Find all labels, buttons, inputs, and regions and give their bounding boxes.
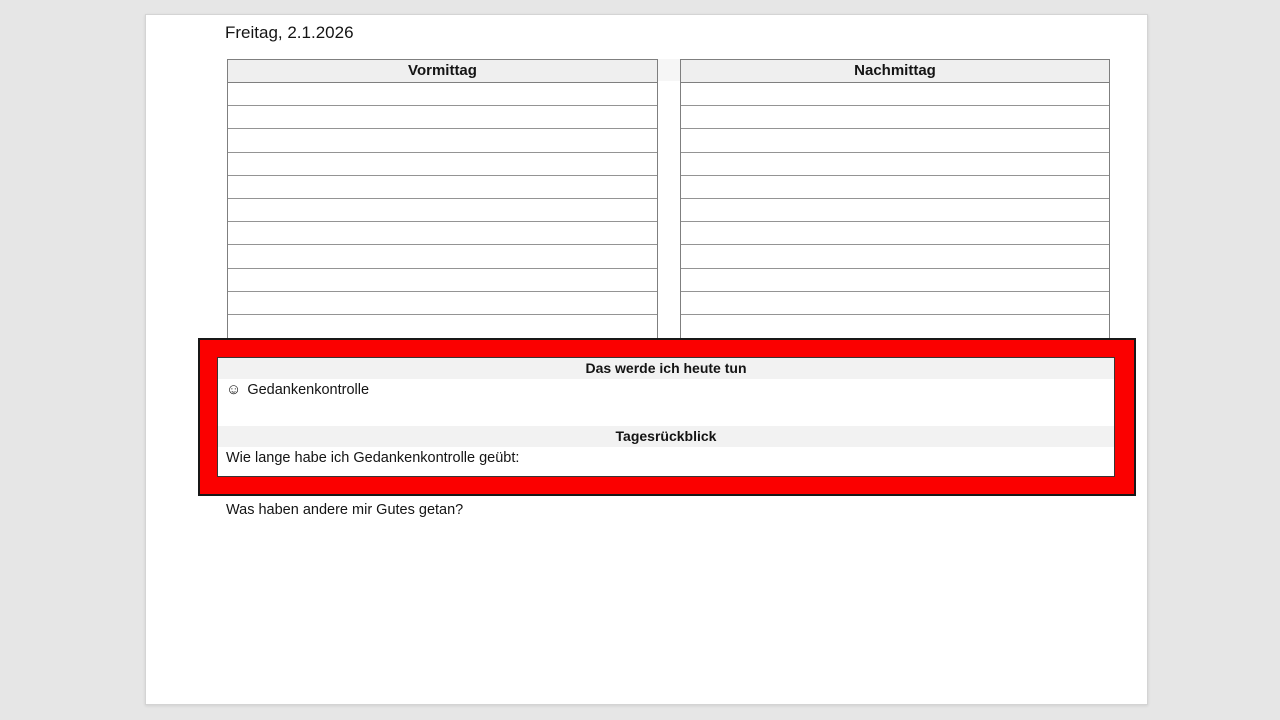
table-row[interactable] xyxy=(681,106,1109,129)
table-row[interactable] xyxy=(681,269,1109,292)
table-row[interactable] xyxy=(681,222,1109,245)
table-row[interactable] xyxy=(228,153,657,176)
todo-item xyxy=(218,379,1114,401)
table-row[interactable] xyxy=(681,153,1109,176)
table-row[interactable] xyxy=(681,292,1109,315)
table-row[interactable] xyxy=(681,199,1109,222)
table-row[interactable] xyxy=(228,292,657,315)
table-row[interactable] xyxy=(681,315,1109,338)
document-page xyxy=(145,14,1148,705)
table-row[interactable] xyxy=(228,83,657,106)
nachmittag-rows xyxy=(681,83,1109,338)
column-gap xyxy=(658,59,680,339)
highlight-panel xyxy=(217,357,1115,477)
table-row[interactable] xyxy=(228,129,657,152)
todo-item-label: Gedankenkontrolle xyxy=(247,382,370,398)
nachmittag-column xyxy=(680,59,1110,339)
table-row[interactable] xyxy=(228,222,657,245)
table-row[interactable] xyxy=(228,245,657,268)
todo-section-header: Das werde ich heute tun xyxy=(218,358,1114,379)
table-row[interactable] xyxy=(228,269,657,292)
schedule-tables xyxy=(227,59,1110,339)
table-row[interactable] xyxy=(228,199,657,222)
vormittag-column xyxy=(227,59,658,339)
vormittag-rows xyxy=(228,83,657,338)
highlight-frame xyxy=(198,338,1136,496)
table-row[interactable] xyxy=(681,83,1109,106)
table-row[interactable] xyxy=(681,245,1109,268)
table-row[interactable] xyxy=(681,129,1109,152)
vormittag-header: Vormittag xyxy=(228,60,657,83)
table-row[interactable] xyxy=(228,106,657,129)
review-prompt: Wie lange habe ich Gedankenkontrolle geübt: xyxy=(226,450,520,466)
table-row[interactable] xyxy=(228,176,657,199)
smiley-icon: ☺ xyxy=(226,381,242,398)
review-section-header: Tagesrückblick xyxy=(218,426,1114,447)
closing-question: Was haben andere mir Gutes getan? xyxy=(226,502,464,518)
date-heading: Freitag, 2.1.2026 xyxy=(225,23,354,42)
table-row[interactable] xyxy=(681,176,1109,199)
panel-spacer xyxy=(218,401,1114,426)
column-gap-header xyxy=(658,59,680,81)
table-row[interactable] xyxy=(228,315,657,338)
nachmittag-header: Nachmittag xyxy=(681,60,1109,83)
